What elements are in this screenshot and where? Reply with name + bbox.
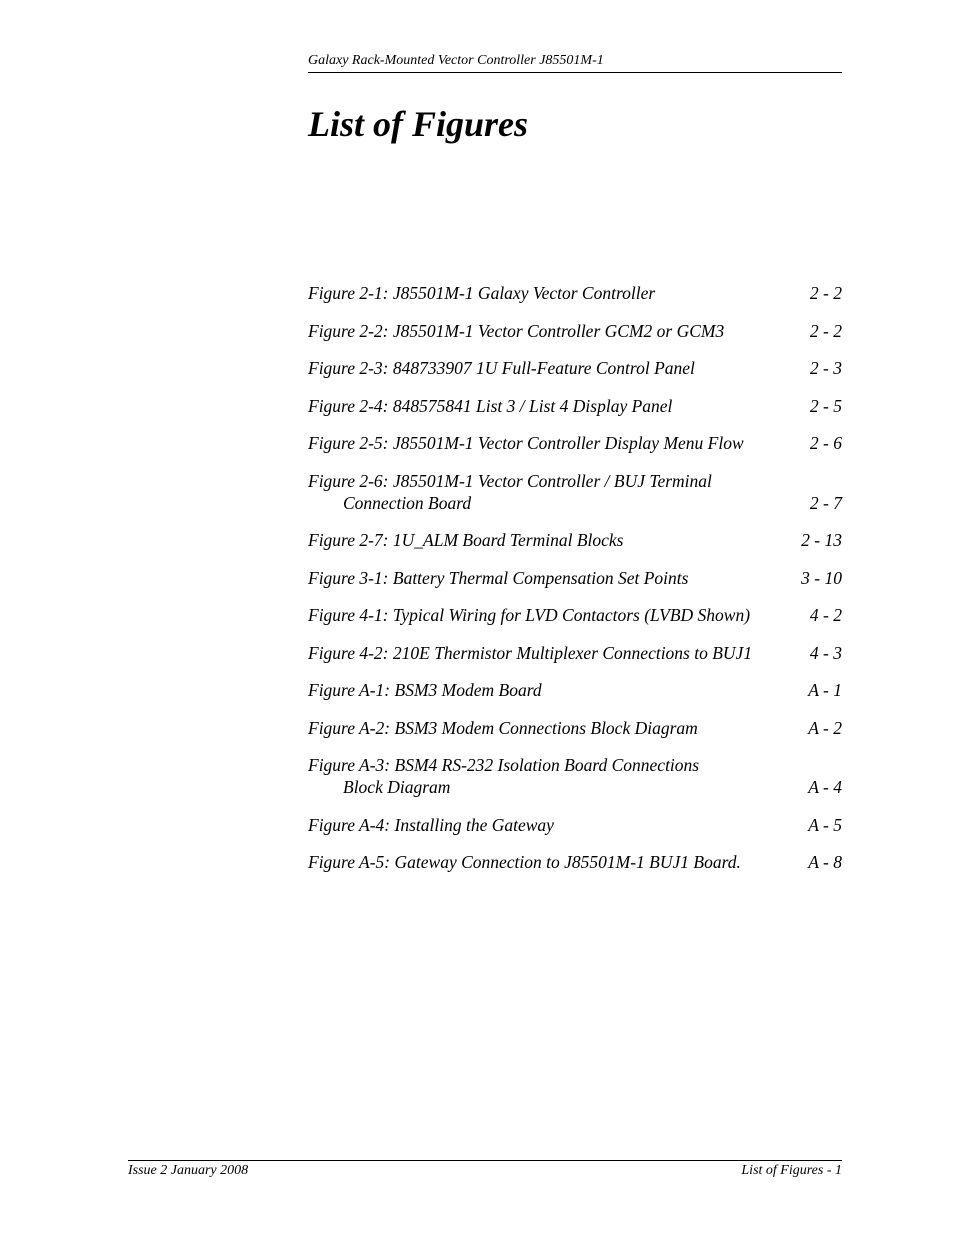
figure-entry[interactable]	[308, 320, 842, 342]
figure-entry[interactable]	[308, 357, 842, 379]
figure-entry[interactable]	[308, 567, 842, 589]
figure-entry[interactable]	[308, 395, 842, 417]
figure-entry[interactable]	[308, 851, 842, 873]
figure-entry[interactable]	[308, 679, 842, 701]
figure-caption: Figure 2-6: J85501M-1 Vector Controller / BUJ Terminal	[308, 470, 712, 491]
figure-caption: Figure 2-4: 848575841 List 3 / List 4 Display Panel	[308, 395, 673, 416]
figure-caption: Figure A-4: Installing the Gateway	[308, 814, 554, 835]
figure-caption: Figure A-1: BSM3 Modem Board	[308, 680, 542, 700]
figure-page-ref: A - 4	[808, 777, 842, 797]
figure-entry[interactable]	[308, 642, 842, 664]
figure-caption: Figure A-2: BSM3 Modem Connections Block Diagram	[308, 717, 698, 738]
running-header: Galaxy Rack-Mounted Vector Controller J85501M-1	[308, 53, 604, 68]
figure-caption: Figure 4-1: Typical Wiring for LVD Contactors (LVBD Shown)	[308, 605, 751, 625]
figure-caption: Figure 2-2: J85501M-1 Vector Controller GCM2 or GCM3	[308, 320, 725, 341]
figure-caption: Figure A-5: Gateway Connection to J85501M-1 BUJ1 Board.	[308, 852, 741, 872]
figure-page-ref: 2 - 6	[809, 433, 842, 453]
figure-caption: Figure 2-7: 1U_ALM Board Terminal Blocks	[308, 530, 624, 550]
figure-page-ref: 2 - 2	[809, 283, 842, 303]
figure-page-ref: A - 2	[808, 717, 842, 738]
figure-page-ref: 3 - 10	[801, 567, 842, 588]
figure-entry[interactable]	[308, 604, 842, 626]
figure-page-ref: 4 - 2	[809, 605, 842, 625]
header-rule	[308, 72, 842, 73]
figure-entry[interactable]	[308, 470, 842, 514]
footer-issue-date: Issue 2 January 2008	[128, 1163, 249, 1178]
figure-page-ref: 2 - 5	[809, 395, 842, 416]
figure-page-ref: A - 5	[808, 814, 842, 835]
figure-caption: Figure A-3: BSM4 RS-232 Isolation Board Connections	[308, 755, 700, 775]
figure-entry[interactable]	[308, 282, 842, 304]
figure-caption: Figure 4-2: 210E Thermistor Multiplexer Connections to BUJ1	[308, 642, 753, 663]
figure-page-ref: 4 - 3	[809, 642, 842, 663]
page-title: List of Figures	[308, 104, 529, 144]
figure-page-ref: 2 - 7	[809, 492, 842, 513]
figure-entry[interactable]	[308, 814, 842, 836]
figure-caption: Figure 2-3: 848733907 1U Full-Feature Control Panel	[308, 358, 695, 378]
figure-entry[interactable]	[308, 432, 842, 454]
footer-rule	[128, 1160, 842, 1161]
figure-caption: Figure 2-5: J85501M-1 Vector Controller Display Menu Flow	[308, 433, 744, 453]
figure-page-ref: A - 8	[808, 852, 842, 872]
footer-page-number: List of Figures - 1	[741, 1163, 842, 1178]
figure-list	[308, 282, 842, 889]
figure-caption-continuation: Block Diagram	[343, 777, 451, 797]
figure-page-ref: 2 - 2	[809, 320, 842, 341]
figure-caption: Figure 3-1: Battery Thermal Compensation Set Points	[308, 567, 689, 588]
figure-entry[interactable]	[308, 717, 842, 739]
figure-page-ref: A - 1	[808, 680, 842, 700]
figure-entry[interactable]	[308, 529, 842, 551]
figure-entry[interactable]	[308, 754, 842, 798]
figure-page-ref: 2 - 13	[801, 530, 842, 550]
figure-page-ref: 2 - 3	[809, 358, 842, 378]
figure-caption-continuation: Connection Board	[343, 492, 472, 513]
figure-caption: Figure 2-1: J85501M-1 Galaxy Vector Controller	[308, 283, 656, 303]
